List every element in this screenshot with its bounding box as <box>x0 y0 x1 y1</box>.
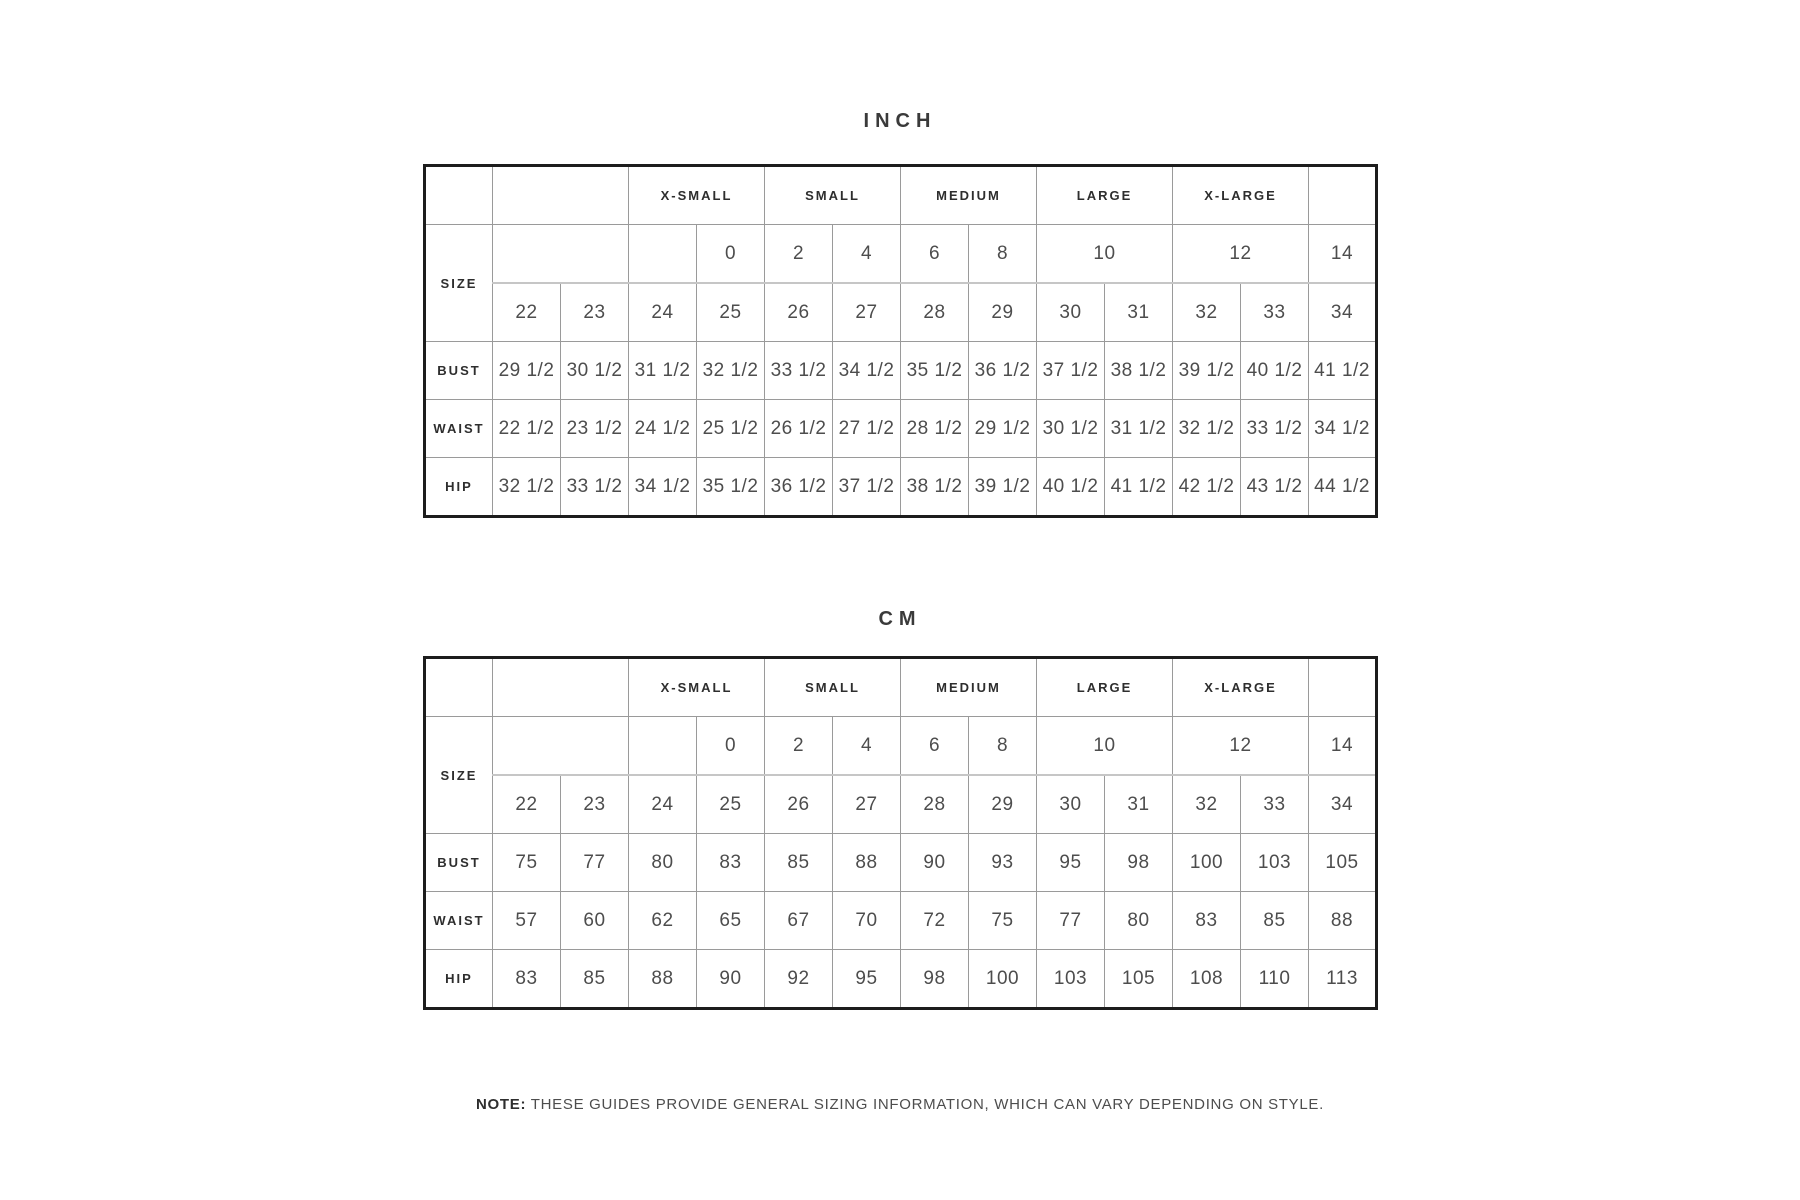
measurement-value-cell: 37 1/2 <box>1037 342 1105 400</box>
measurement-value-cell: 88 <box>833 834 901 892</box>
us-size-cell: 4 <box>833 225 901 284</box>
us-size-cell: 10 <box>1037 717 1173 776</box>
row-label-cell: BUST <box>425 342 493 400</box>
numeric-size-cell: 33 <box>1241 775 1309 834</box>
us-size-cell: 4 <box>833 717 901 776</box>
numeric-size-cell: 22 <box>493 283 561 342</box>
measurement-value-cell: 32 1/2 <box>697 342 765 400</box>
measurement-value-cell: 33 1/2 <box>1241 400 1309 458</box>
measurement-value-cell: 100 <box>1173 834 1241 892</box>
row-label-cell: HIP <box>425 458 493 517</box>
measurement-value-cell: 32 1/2 <box>493 458 561 517</box>
note-text: THESE GUIDES PROVIDE GENERAL SIZING INFORMATION, WHICH CAN VARY DEPENDING ON STYLE. <box>526 1096 1324 1113</box>
measurement-value-cell: 62 <box>629 892 697 950</box>
measurement-value-cell: 39 1/2 <box>1173 342 1241 400</box>
measurement-value-cell: 113 <box>1309 950 1377 1009</box>
measurement-value-cell: 34 1/2 <box>1309 400 1377 458</box>
numeric-size-cell: 34 <box>1309 775 1377 834</box>
group-header-empty-cell <box>493 658 629 717</box>
us-size-cell: 2 <box>765 717 833 776</box>
measurement-value-cell: 35 1/2 <box>901 342 969 400</box>
measurement-value-cell: 72 <box>901 892 969 950</box>
numeric-size-cell: 34 <box>1309 283 1377 342</box>
measurement-value-cell: 33 1/2 <box>765 342 833 400</box>
numeric-size-cell: 32 <box>1173 775 1241 834</box>
measurement-value-cell: 30 1/2 <box>561 342 629 400</box>
measurement-value-cell: 98 <box>901 950 969 1009</box>
group-header-cell: MEDIUM <box>901 658 1037 717</box>
group-header-cell: X-SMALL <box>629 166 765 225</box>
measurement-value-cell: 31 1/2 <box>1105 400 1173 458</box>
measurement-value-cell: 27 1/2 <box>833 400 901 458</box>
measurement-value-cell: 105 <box>1105 950 1173 1009</box>
group-header-cell: X-LARGE <box>1173 658 1309 717</box>
us-size-cell: 6 <box>901 717 969 776</box>
measurement-value-cell: 95 <box>1037 834 1105 892</box>
us-size-cell: 6 <box>901 225 969 284</box>
measurement-value-cell: 88 <box>1309 892 1377 950</box>
measurement-value-cell: 41 1/2 <box>1105 458 1173 517</box>
numeric-size-cell: 30 <box>1037 775 1105 834</box>
us-size-cell: 8 <box>969 717 1037 776</box>
group-header-cell: X-LARGE <box>1173 166 1309 225</box>
measurement-value-cell: 39 1/2 <box>969 458 1037 517</box>
measurement-value-cell: 60 <box>561 892 629 950</box>
group-header-cell: SMALL <box>765 166 901 225</box>
measurement-value-cell: 34 1/2 <box>629 458 697 517</box>
measurement-value-cell: 83 <box>697 834 765 892</box>
measurement-value-cell: 108 <box>1173 950 1241 1009</box>
corner-empty-cell <box>425 658 493 717</box>
measurement-value-cell: 43 1/2 <box>1241 458 1309 517</box>
measurement-value-cell: 25 1/2 <box>697 400 765 458</box>
measurement-value-cell: 38 1/2 <box>901 458 969 517</box>
numeric-size-cell: 27 <box>833 283 901 342</box>
row-label-cell: WAIST <box>425 892 493 950</box>
us-size-cell: 8 <box>969 225 1037 284</box>
group-header-cell: X-SMALL <box>629 658 765 717</box>
group-header-cell: LARGE <box>1037 166 1173 225</box>
numeric-size-cell: 31 <box>1105 775 1173 834</box>
measurement-value-cell: 100 <box>969 950 1037 1009</box>
numeric-size-cell: 29 <box>969 283 1037 342</box>
measurement-value-cell: 85 <box>1241 892 1309 950</box>
measurement-value-cell: 65 <box>697 892 765 950</box>
numeric-size-cell: 30 <box>1037 283 1105 342</box>
measurement-value-cell: 70 <box>833 892 901 950</box>
measurement-value-cell: 93 <box>969 834 1037 892</box>
measurement-value-cell: 77 <box>1037 892 1105 950</box>
us-size-cell: 14 <box>1309 717 1377 776</box>
group-header-cell: LARGE <box>1037 658 1173 717</box>
numeric-size-cell: 23 <box>561 775 629 834</box>
us-size-cell: 0 <box>697 225 765 284</box>
measurement-value-cell: 98 <box>1105 834 1173 892</box>
measurement-value-cell: 38 1/2 <box>1105 342 1173 400</box>
numeric-size-cell: 26 <box>765 775 833 834</box>
us-size-cell: 14 <box>1309 225 1377 284</box>
measurement-value-cell: 30 1/2 <box>1037 400 1105 458</box>
us-size-empty-cell <box>493 717 629 776</box>
sizing-note <box>0 1096 1800 1113</box>
measurement-value-cell: 28 1/2 <box>901 400 969 458</box>
row-label-cell: WAIST <box>425 400 493 458</box>
measurement-value-cell: 35 1/2 <box>697 458 765 517</box>
numeric-size-cell: 24 <box>629 283 697 342</box>
us-size-cell: 2 <box>765 225 833 284</box>
numeric-size-cell: 28 <box>901 283 969 342</box>
measurement-value-cell: 23 1/2 <box>561 400 629 458</box>
us-size-cell: 12 <box>1173 225 1309 284</box>
measurement-value-cell: 75 <box>969 892 1037 950</box>
group-header-empty-cell <box>1309 658 1377 717</box>
measurement-value-cell: 31 1/2 <box>629 342 697 400</box>
size-corner-cell: SIZE <box>425 717 493 834</box>
numeric-size-cell: 31 <box>1105 283 1173 342</box>
measurement-value-cell: 44 1/2 <box>1309 458 1377 517</box>
measurement-value-cell: 83 <box>1173 892 1241 950</box>
numeric-size-cell: 26 <box>765 283 833 342</box>
inch-section-title: INCH <box>863 110 937 132</box>
inch-size-table-container <box>423 164 1378 518</box>
measurement-value-cell: 77 <box>561 834 629 892</box>
measurement-value-cell: 83 <box>493 950 561 1009</box>
numeric-size-cell: 27 <box>833 775 901 834</box>
measurement-value-cell: 29 1/2 <box>969 400 1037 458</box>
measurement-value-cell: 110 <box>1241 950 1309 1009</box>
us-size-cell: 0 <box>697 717 765 776</box>
us-size-cell: 10 <box>1037 225 1173 284</box>
measurement-value-cell: 90 <box>901 834 969 892</box>
numeric-size-cell: 33 <box>1241 283 1309 342</box>
measurement-value-cell: 75 <box>493 834 561 892</box>
corner-empty-cell <box>425 166 493 225</box>
note-label: NOTE: <box>476 1096 527 1113</box>
measurement-value-cell: 57 <box>493 892 561 950</box>
us-size-empty-cell <box>629 717 697 776</box>
measurement-value-cell: 85 <box>765 834 833 892</box>
measurement-value-cell: 26 1/2 <box>765 400 833 458</box>
cm-size-table-container <box>423 656 1378 1010</box>
inch-size-table <box>423 164 1378 518</box>
measurement-value-cell: 36 1/2 <box>765 458 833 517</box>
group-header-cell: SMALL <box>765 658 901 717</box>
measurement-value-cell: 103 <box>1037 950 1105 1009</box>
us-size-cell: 12 <box>1173 717 1309 776</box>
row-label-cell: BUST <box>425 834 493 892</box>
numeric-size-cell: 32 <box>1173 283 1241 342</box>
numeric-size-cell: 22 <box>493 775 561 834</box>
row-label-cell: HIP <box>425 950 493 1009</box>
measurement-value-cell: 95 <box>833 950 901 1009</box>
measurement-value-cell: 36 1/2 <box>969 342 1037 400</box>
size-corner-cell: SIZE <box>425 225 493 342</box>
measurement-value-cell: 22 1/2 <box>493 400 561 458</box>
measurement-value-cell: 88 <box>629 950 697 1009</box>
numeric-size-cell: 25 <box>697 775 765 834</box>
measurement-value-cell: 105 <box>1309 834 1377 892</box>
us-size-empty-cell <box>629 225 697 284</box>
measurement-value-cell: 24 1/2 <box>629 400 697 458</box>
group-header-empty-cell <box>493 166 629 225</box>
measurement-value-cell: 80 <box>1105 892 1173 950</box>
numeric-size-cell: 28 <box>901 775 969 834</box>
measurement-value-cell: 103 <box>1241 834 1309 892</box>
measurement-value-cell: 34 1/2 <box>833 342 901 400</box>
measurement-value-cell: 90 <box>697 950 765 1009</box>
measurement-value-cell: 37 1/2 <box>833 458 901 517</box>
cm-section-title: CM <box>878 608 922 630</box>
measurement-value-cell: 40 1/2 <box>1241 342 1309 400</box>
measurement-value-cell: 29 1/2 <box>493 342 561 400</box>
us-size-empty-cell <box>493 225 629 284</box>
measurement-value-cell: 41 1/2 <box>1309 342 1377 400</box>
measurement-value-cell: 80 <box>629 834 697 892</box>
numeric-size-cell: 29 <box>969 775 1037 834</box>
numeric-size-cell: 25 <box>697 283 765 342</box>
group-header-empty-cell <box>1309 166 1377 225</box>
measurement-value-cell: 67 <box>765 892 833 950</box>
measurement-value-cell: 85 <box>561 950 629 1009</box>
measurement-value-cell: 40 1/2 <box>1037 458 1105 517</box>
numeric-size-cell: 23 <box>561 283 629 342</box>
cm-size-table <box>423 656 1378 1010</box>
measurement-value-cell: 92 <box>765 950 833 1009</box>
measurement-value-cell: 42 1/2 <box>1173 458 1241 517</box>
measurement-value-cell: 32 1/2 <box>1173 400 1241 458</box>
numeric-size-cell: 24 <box>629 775 697 834</box>
measurement-value-cell: 33 1/2 <box>561 458 629 517</box>
group-header-cell: MEDIUM <box>901 166 1037 225</box>
